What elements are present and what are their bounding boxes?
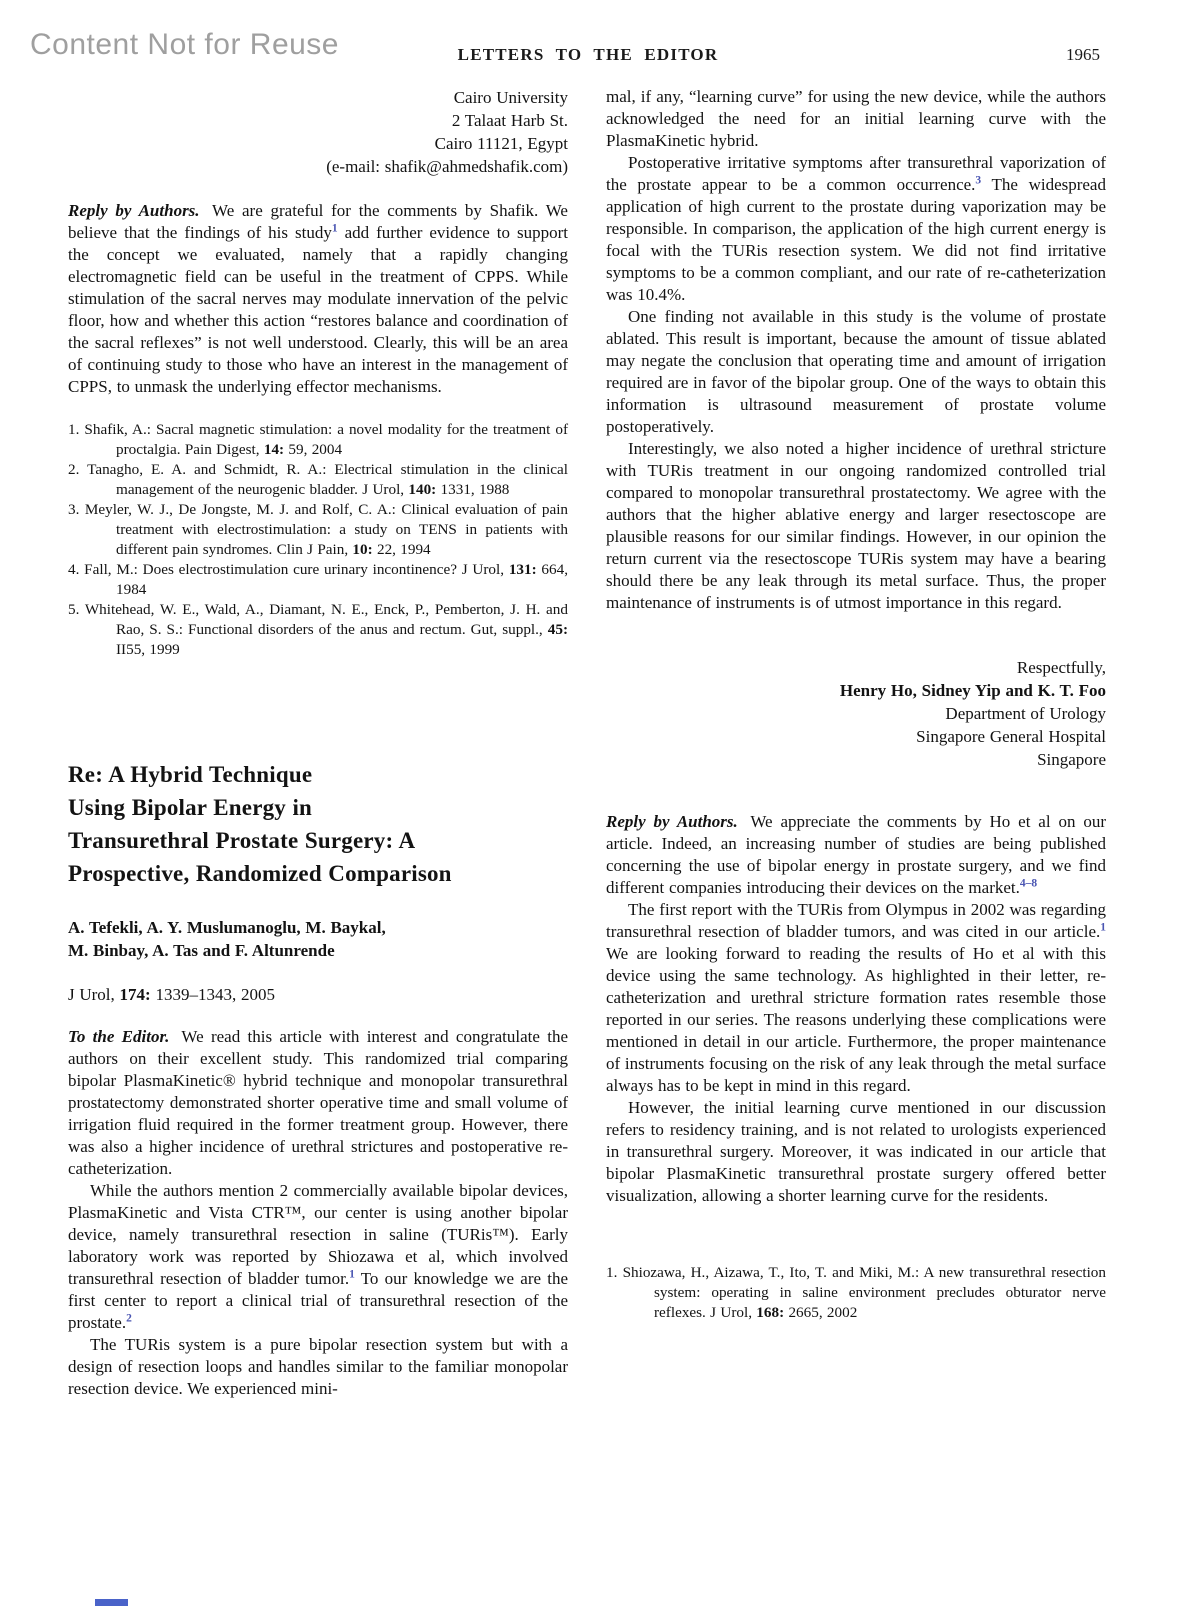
letter-title-line: Re: A Hybrid Technique — [68, 762, 313, 787]
author-line: M. Binbay, A. Tas and F. Altunrende — [68, 941, 335, 960]
reference-superscript-link[interactable]: 3 — [975, 174, 982, 187]
letter-title — [68, 758, 568, 890]
paragraph-text: The first report with the TURis from Olympus in 2002 was regarding transurethral resection of bladder tumors, and was cited in our article. — [606, 900, 1106, 941]
citation-text: J Urol, — [68, 985, 120, 1004]
reference-text: Shiozawa, H., Aizawa, T., Ito, T. and Miki, M.: A new transurethral resection system: operating in saline environment precludes obturator nerve reflexes. J Urol, — [622, 1264, 1106, 1321]
reference-volume: 168: — [756, 1304, 785, 1321]
reference-item — [68, 500, 568, 560]
reply-by-authors-paragraph — [606, 811, 1106, 899]
paragraph-text: We are looking forward to reading the results of Ho et al with this device using the same technology. As highlighted in their letter, re-catheterization and urethral stricture formation rates resemble those reported in our series. The reasons underlying these complications were mentioned in detail in our article. Furthermore, the proper maintenance of instruments focusing on the risk of any leak through the metal surface always has to be kept in mind in this regard. — [606, 944, 1106, 1095]
reply-by-authors-paragraph — [68, 200, 568, 398]
reference-text: 59, 2004 — [284, 441, 343, 458]
body-paragraph — [606, 1097, 1106, 1207]
reference-number: 2. — [68, 461, 80, 478]
continuation-paragraph — [606, 86, 1106, 152]
paragraph-text: The widespread application of high current to the prostate during vaporization may be responsible. In comparison, the application of the high current energy is focal with the TURis resection system. We did not find irritative symptoms to be a common compliant, and our rate of re-catheterization was 10.4%. — [606, 175, 1106, 304]
letter-title-line: Prospective, Randomized Comparison — [68, 861, 452, 886]
to-the-editor-paragraph — [68, 1026, 568, 1180]
reference-text: Fall, M.: Does electrostimulation cure urinary incontinence? J Urol, — [84, 561, 509, 578]
body-paragraph — [606, 438, 1106, 614]
reference-volume: 131: — [508, 561, 537, 578]
reference-item — [68, 600, 568, 660]
paragraph-text: We appreciate the comments by Ho et al on our article. Indeed, an increasing number of studies are being published concerning the use of bipolar energy in prostate surgery, and we find different companies introducing their devices on the market. — [606, 812, 1106, 897]
paragraph-lead: Reply by Authors. — [68, 201, 200, 220]
reference-number: 3. — [68, 501, 80, 518]
address-line: Cairo 11121, Egypt — [434, 134, 568, 153]
reference-superscript-link[interactable]: 1 — [349, 1268, 355, 1281]
reference-list — [606, 1263, 1106, 1323]
address-line: 2 Talaat Harb St. — [451, 111, 568, 130]
left-column — [68, 86, 568, 1400]
page-number: 1965 — [1066, 45, 1100, 64]
reference-text: Tanagho, E. A. and Schmidt, R. A.: Electrical stimulation in the clinical management of the neurogenic bladder. J Urol, — [87, 461, 568, 498]
body-paragraph — [606, 152, 1106, 306]
paragraph-text: Postoperative irritative symptoms after transurethral vaporization of the prostate appear to be a common occurrence. — [606, 153, 1106, 194]
address-line-email: (e-mail: shafik@ahmedshafik.com) — [326, 157, 568, 176]
citation-volume: 174: — [119, 985, 151, 1004]
reference-number: 1. — [606, 1264, 618, 1281]
right-column — [606, 86, 1106, 1323]
article-citation — [68, 984, 568, 1006]
paragraph-text: However, the initial learning curve mentioned in our discussion refers to residency training, and is not related to urologists experienced in transurethral surgery. Moreover, it was indicated in our article that bipolar PlasmaKinetic transurethral prostate surgery offered better visualization, allowing a shorter learning curve for the residents. — [606, 1098, 1106, 1205]
citation-text: 1339–1343, 2005 — [150, 985, 275, 1004]
paragraph-text: The TURis system is a pure bipolar resection system but with a design of resection loops and handles similar to the familiar monopolar resection device. We experienced mini- — [68, 1335, 568, 1398]
paragraph-lead: To the Editor. — [68, 1027, 170, 1046]
reference-item — [68, 460, 568, 500]
reference-text: 1331, 1988 — [436, 481, 510, 498]
reference-volume: 10: — [352, 541, 373, 558]
letter-title-line: Transurethral Prostate Surgery: A — [68, 828, 416, 853]
reference-item — [606, 1263, 1106, 1323]
reference-text: Whitehead, W. E., Wald, A., Diamant, N. E., Enck, P., Pemberton, J. H. and Rao, S. S.: Functional disorders of the anus and rectum. Gut, suppl., — [84, 601, 568, 638]
reference-volume: 14: — [263, 441, 285, 458]
watermark-text: Content Not for Reuse — [30, 28, 339, 61]
reference-text: II55, 1999 — [116, 641, 180, 658]
body-paragraph — [68, 1180, 568, 1334]
paragraph-text: mal, if any, “learning curve” for using the new device, while the authors acknowledged the need for an initial learning curve with the PlasmaKinetic hybrid. — [606, 87, 1106, 150]
reference-volume: 45: — [547, 621, 568, 638]
reference-number: 1. — [68, 421, 80, 438]
paragraph-text: We are grateful for the comments by Shafik. We believe that the findings of his study — [68, 201, 568, 242]
running-head-title: LETTERS TO THE EDITOR — [457, 45, 719, 64]
address-line: Cairo University — [453, 88, 568, 107]
paragraph-text: To our knowledge we are the first center to report a clinical trial of transurethral resection of the prostate. — [68, 1269, 568, 1332]
signature-hospital: Singapore General Hospital — [916, 727, 1106, 746]
reference-text: 664, 1984 — [116, 561, 569, 598]
letter-title-line: Using Bipolar Energy in — [68, 795, 313, 820]
reference-text: Shafik, A.: Sacral magnetic stimulation: a novel modality for the treatment of proctalgia. Pain Digest, — [84, 421, 568, 458]
signature-names: Henry Ho, Sidney Yip and K. T. Foo — [839, 681, 1106, 700]
reference-text: 2665, 2002 — [784, 1304, 858, 1321]
author-line: A. Tefekli, A. Y. Muslumanoglu, M. Baykal, — [68, 918, 386, 937]
page-bottom-blue-marker — [95, 1599, 128, 1606]
reference-number: 4. — [68, 561, 80, 578]
reference-item — [68, 420, 568, 460]
body-paragraph — [606, 899, 1106, 1097]
body-paragraph — [68, 1334, 568, 1400]
signature-block — [606, 656, 1106, 771]
reference-item — [68, 560, 568, 600]
reference-volume: 140: — [408, 481, 437, 498]
body-paragraph — [606, 306, 1106, 438]
correspondence-address — [68, 86, 568, 178]
paragraph-lead: Reply by Authors. — [606, 812, 738, 831]
paragraph-text: We read this article with interest and congratulate the authors on their excellent study. This randomized trial comparing bipolar PlasmaKinetic® hybrid technique and monopolar transurethral prostatectomy demonstrated shorter operative time and small volume of irrigation fluid required in the former treatment group. However, there was also a higher incidence of urethral strictures and postoperative re-catheterization. — [68, 1027, 568, 1178]
reference-superscript-link[interactable]: 2 — [126, 1312, 132, 1325]
paragraph-text: While the authors mention 2 commercially available bipolar devices, PlasmaKinetic and Vista CTR™, our center is using another bipolar device, namely transurethral resection in saline (TURis™). Early laboratory work was reported by Shiozawa et al, which involved transurethral resection of bladder tumor. — [68, 1181, 568, 1288]
paragraph-text: add further evidence to support the concept we evaluated, namely that a rapidly changing electromagnetic field can be useful in the treatment of CPPS. While stimulation of the sacral nerves may modulate innervation of the pelvic floor, how and whether this action “restores balance and coordination of the sacral reflexes” is not well understood. Clearly, this will be an area of continuing study to those who have an interest in the management of CPPS, to unmask the underlying effector mechanisms. — [68, 223, 569, 396]
signature-city: Singapore — [1037, 750, 1106, 769]
reference-number: 5. — [68, 601, 80, 618]
paragraph-text: One finding not available in this study is the volume of prostate ablated. This result is important, because the amount of tissue ablated may negate the conclusion that operating time and amount of irrigation required are in favor of the bipolar group. One of the ways to obtain this information is ultrasound measurement of prostate volume postoperatively. — [606, 307, 1106, 436]
reference-text: Meyler, W. J., De Jongste, M. J. and Rolf, C. A.: Clinical evaluation of pain treatment with electrostimulation: a study on TENS in patients with different pain syndromes. Clin J Pain, — [84, 501, 569, 558]
signature-salutation: Respectfully, — [1016, 658, 1106, 677]
reference-superscript-link[interactable]: 4–8 — [1019, 877, 1038, 890]
reference-list — [68, 420, 568, 660]
reference-superscript-link[interactable]: 1 — [1100, 921, 1106, 934]
signature-department: Department of Urology — [945, 704, 1106, 723]
reference-superscript-link[interactable]: 1 — [331, 222, 338, 235]
letter-authors — [68, 916, 568, 962]
reference-text: 22, 1994 — [372, 541, 431, 558]
paragraph-text: Interestingly, we also noted a higher incidence of urethral stricture with TURis treatment in our ongoing randomized controlled trial compared to monopolar transurethral prostatectomy. We agree with the authors that the higher ablative energy and larger resectoscope are plausible reasons for our similar findings. However, in our opinion the return current via the resectoscope TURis system may have a bearing should there be any leak through its metal surface. Thus, the proper maintenance of instruments is of utmost importance in this regard. — [606, 439, 1106, 612]
